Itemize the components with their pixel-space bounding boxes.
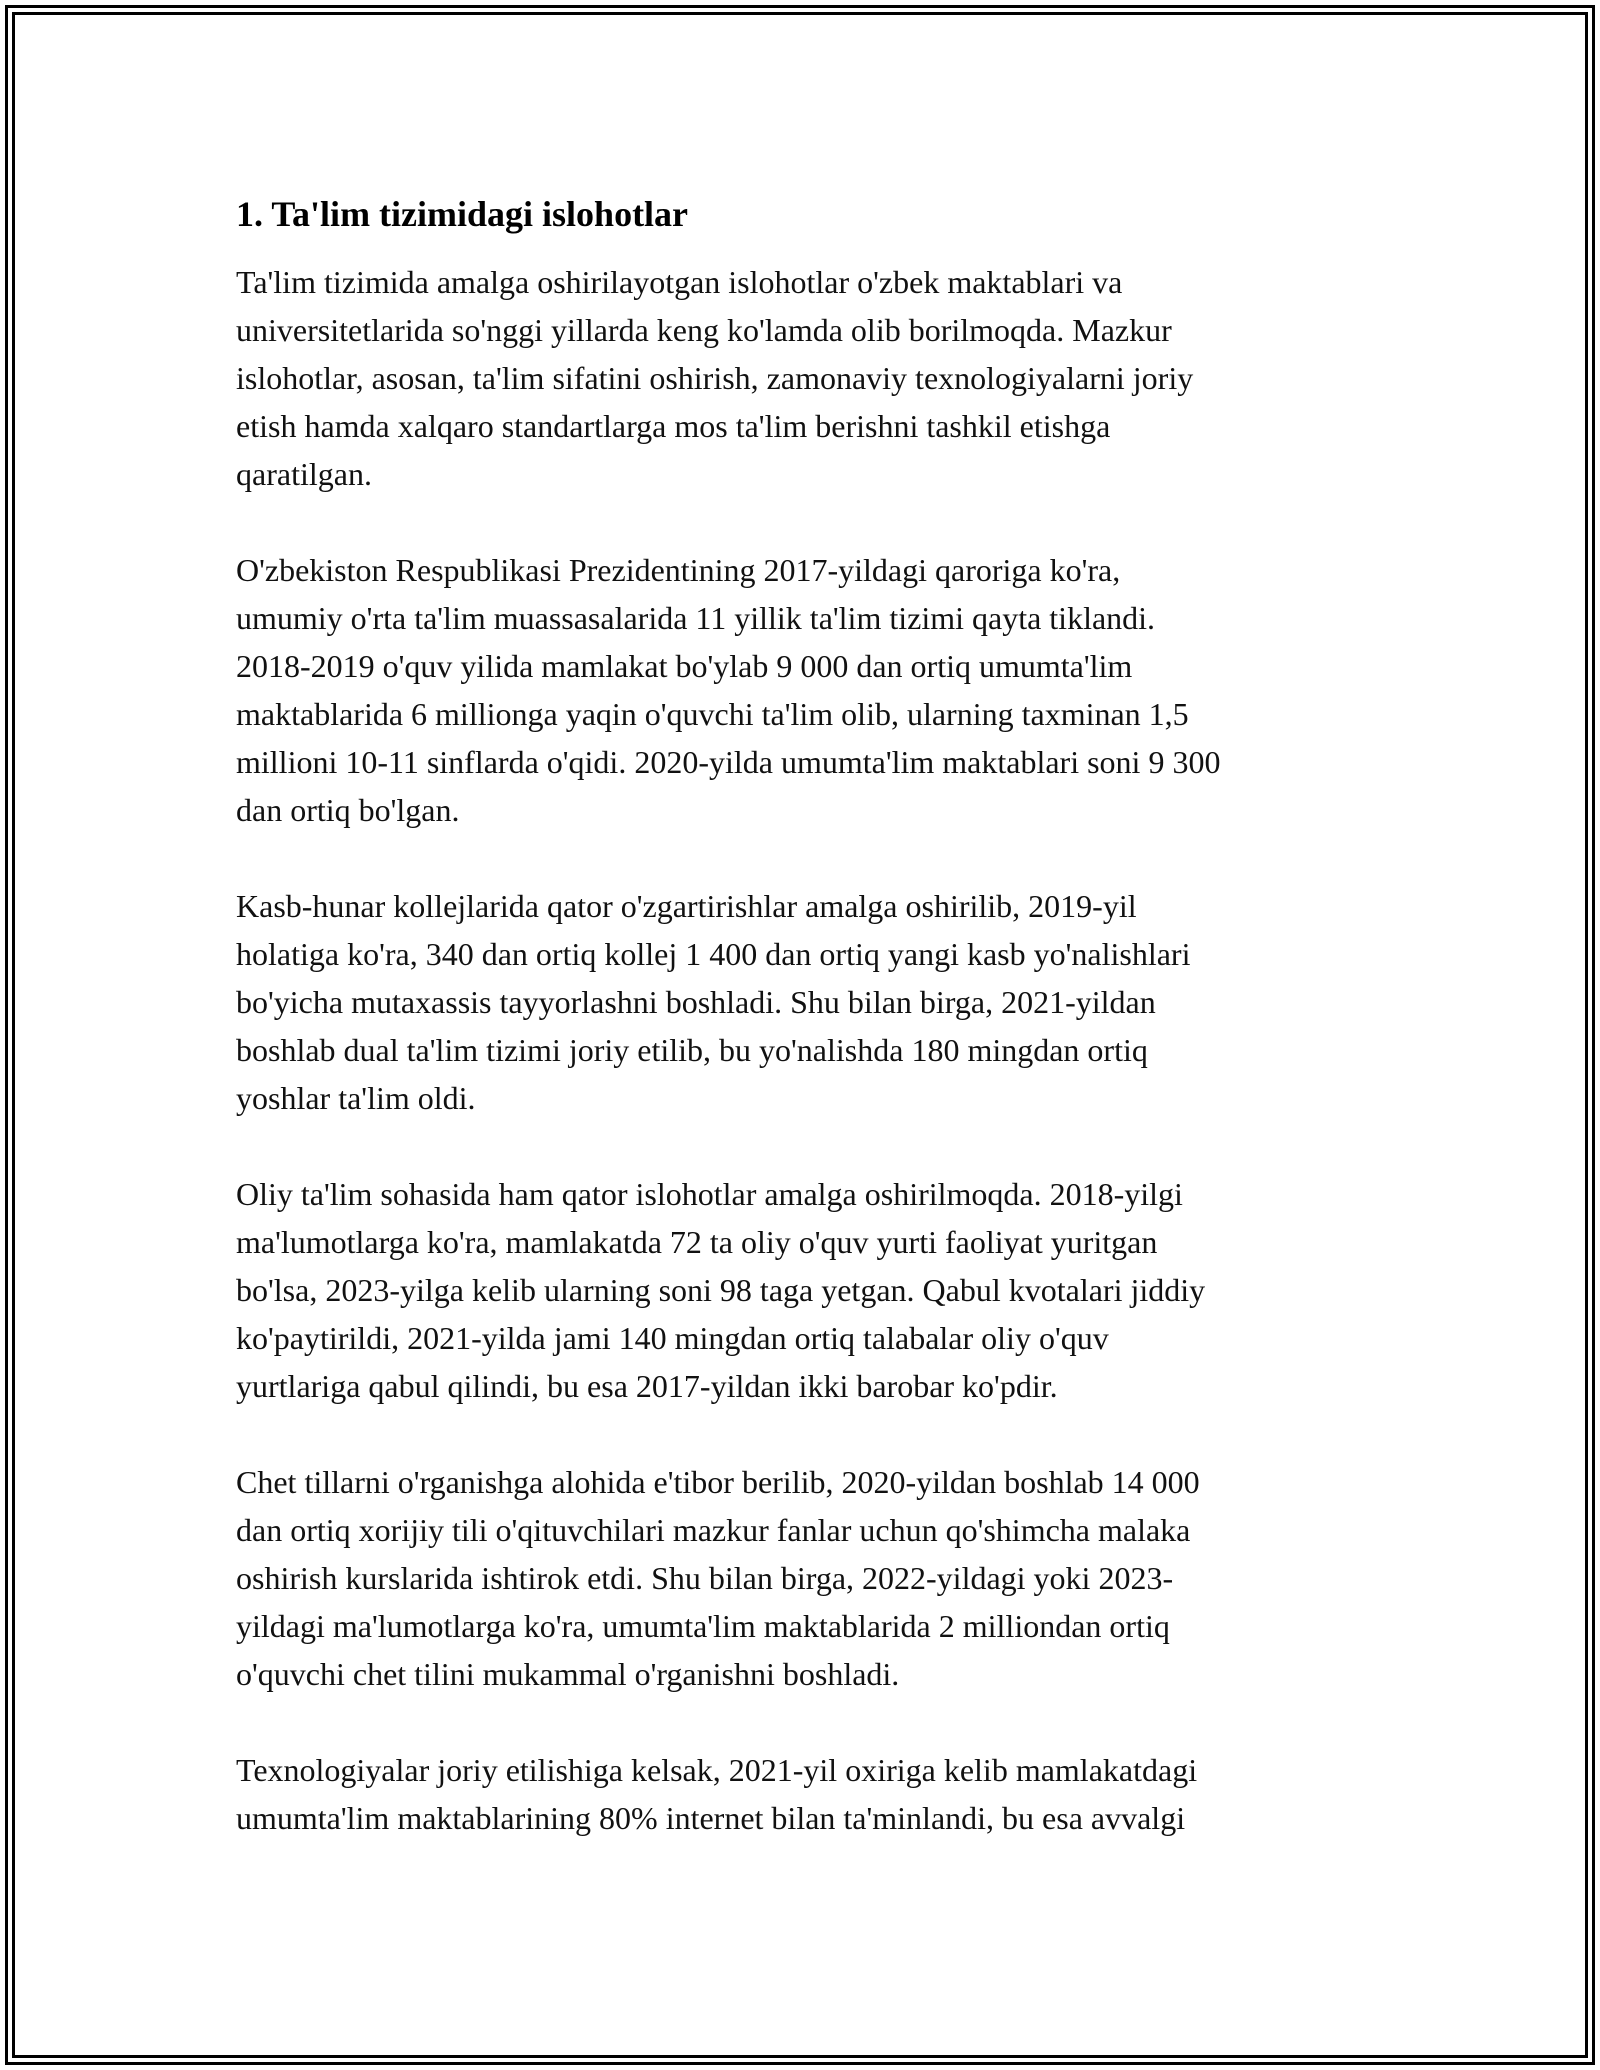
- paragraph-5: [236, 1458, 1376, 1698]
- paragraph-line: umumiy o'rta ta'lim muassasalarida 11 yillik ta'lim tizimi qayta tiklandi.: [236, 600, 1156, 636]
- paragraph-line: qaratilgan.: [236, 456, 372, 492]
- paragraph-6: [236, 1746, 1376, 1842]
- paragraph-line: maktablarida 6 millionga yaqin o'quvchi ta'lim olib, ularning taxminan 1,5: [236, 696, 1189, 732]
- paragraph-line: bo'lsa, 2023-yilga kelib ularning soni 98 taga yetgan. Qabul kvotalari jiddiy: [236, 1272, 1206, 1308]
- paragraph-line: etish hamda xalqaro standartlarga mos ta'lim berishni tashkil etishga: [236, 408, 1111, 444]
- paragraph-line: yildagi ma'lumotlarga ko'ra, umumta'lim maktablarida 2 milliondan ortiq: [236, 1608, 1170, 1644]
- paragraph-line: dan ortiq xorijiy tili o'qituvchilari mazkur fanlar uchun qo'shimcha malaka: [236, 1512, 1191, 1548]
- paragraph-line: yurtlariga qabul qilindi, bu esa 2017-yildan ikki barobar ko'pdir.: [236, 1368, 1058, 1404]
- paragraph-line: Oliy ta'lim sohasida ham qator islohotlar amalga oshirilmoqda. 2018-yilgi: [236, 1176, 1183, 1212]
- paragraph-line: O'zbekiston Respublikasi Prezidentining 2017-yildagi qaroriga ko'ra,: [236, 552, 1121, 588]
- paragraph-4: [236, 1170, 1376, 1410]
- paragraph-line: umumta'lim maktablarining 80% internet bilan ta'minlandi, bu esa avvalgi: [236, 1800, 1186, 1836]
- paragraph-line: boshlab dual ta'lim tizimi joriy etilib, bu yo'nalishda 180 mingdan ortiq: [236, 1032, 1148, 1068]
- paragraph-line: 2018-2019 o'quv yilida mamlakat bo'ylab 9 000 dan ortiq umumta'lim: [236, 648, 1133, 684]
- paragraph-line: bo'yicha mutaxassis tayyorlashni boshladi. Shu bilan birga, 2021-yildan: [236, 984, 1156, 1020]
- paragraph-line: oshirish kurslarida ishtirok etdi. Shu bilan birga, 2022-yildagi yoki 2023-: [236, 1560, 1174, 1596]
- paragraph-line: ko'paytirildi, 2021-yilda jami 140 mingdan ortiq talabalar oliy o'quv: [236, 1320, 1109, 1356]
- paragraph-line: islohotlar, asosan, ta'lim sifatini oshirish, zamonaviy texnologiyalarni joriy: [236, 360, 1194, 396]
- paragraph-2: [236, 546, 1376, 834]
- paragraph-line: holatiga ko'ra, 340 dan ortiq kollej 1 400 dan ortiq yangi kasb yo'nalishlari: [236, 936, 1191, 972]
- paragraph-line: Texnologiyalar joriy etilishiga kelsak, 2021-yil oxiriga kelib mamlakatdagi: [236, 1752, 1198, 1788]
- paragraphs-container: [236, 258, 1376, 1842]
- paragraph-line: Ta'lim tizimida amalga oshirilayotgan islohotlar o'zbek maktablari va: [236, 264, 1123, 300]
- paragraph-line: dan ortiq bo'lgan.: [236, 792, 460, 828]
- paragraph-line: ma'lumotlarga ko'ra, mamlakatda 72 ta oliy o'quv yurti faoliyat yuritgan: [236, 1224, 1158, 1260]
- paragraph-line: o'quvchi chet tilini mukammal o'rganishni boshladi.: [236, 1656, 900, 1692]
- section-title: 1. Ta'lim tizimidagi islohotlar: [236, 194, 689, 234]
- paragraph-line: Kasb-hunar kollejlarida qator o'zgartirishlar amalga oshirilib, 2019-yil: [236, 888, 1137, 924]
- document-body: [236, 190, 1376, 1890]
- paragraph-line: yoshlar ta'lim oldi.: [236, 1080, 476, 1116]
- paragraph-3: [236, 882, 1376, 1122]
- paragraph-line: universitetlarida so'nggi yillarda keng ko'lamda olib borilmoqda. Mazkur: [236, 312, 1172, 348]
- paragraph-line: millioni 10-11 sinflarda o'qidi. 2020-yilda umumta'lim maktablari soni 9 300: [236, 744, 1221, 780]
- paragraph-line: Chet tillarni o'rganishga alohida e'tibor berilib, 2020-yildan boshlab 14 000: [236, 1464, 1200, 1500]
- paragraph-1: [236, 258, 1376, 498]
